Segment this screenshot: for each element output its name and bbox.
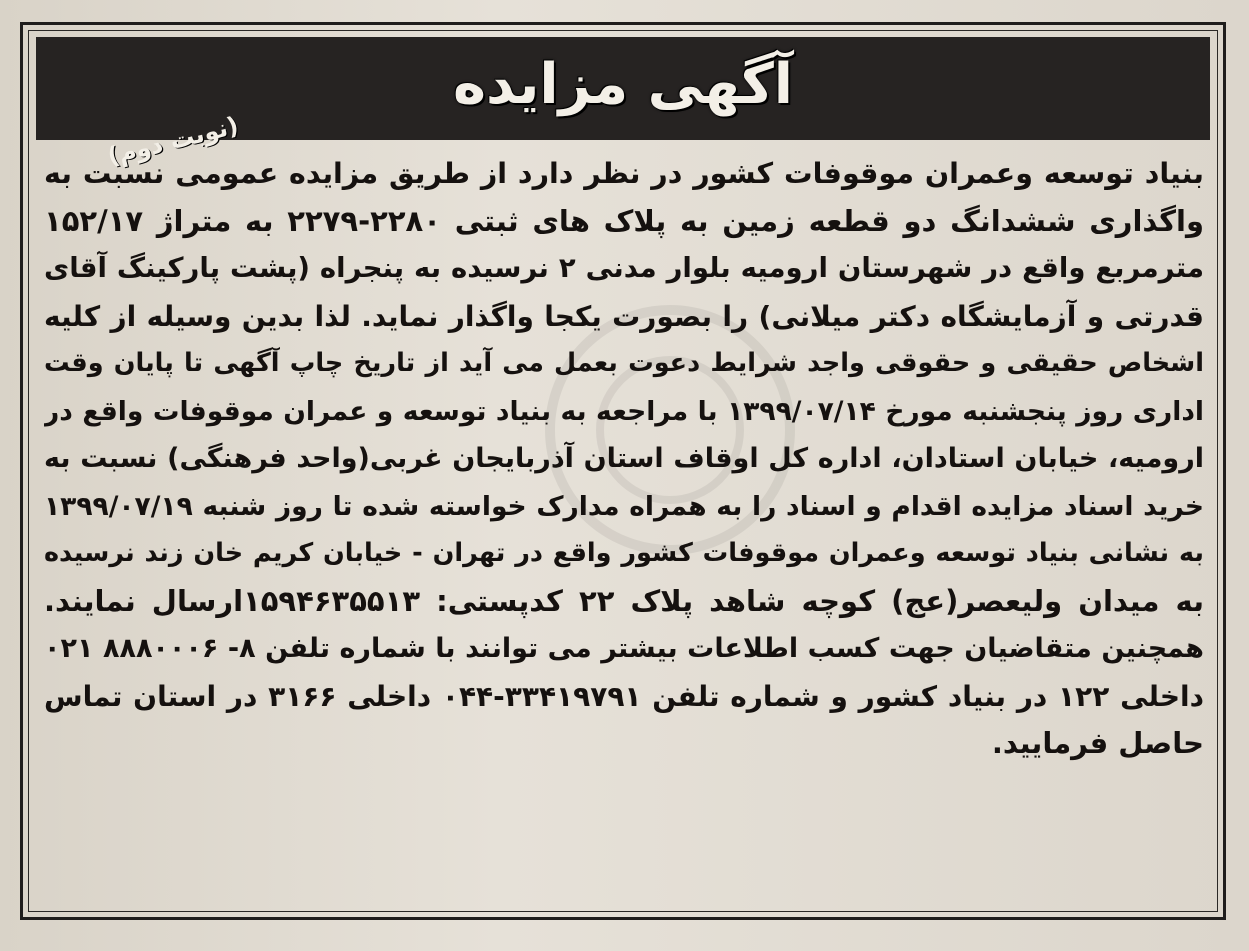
notice-line: اداری روز پنجشنبه مورخ ۱۳۹۹/۰۷/۱۴ با مراجعه به بنیاد توسعه و عمران موقوفات واقع در [44,395,1204,427]
notice-line: به نشانی بنیاد توسعه وعمران موقوفات کشور واقع در تهران - خیابان کریم خان زند نرسیده [44,538,1204,568]
notice-line: مترمربع واقع در شهرستان ارومیه بلوار مدنی ۲ نرسیده به پنجراه (پشت پارکینگ آقای [44,252,1204,284]
notice-title: آگهی مزایده [452,52,794,117]
notice-round-label: (نوبت دوم) [104,111,242,171]
notice-line: به میدان ولیعصر(عج) کوچه شاهد پلاک ۲۲ کدپستی: ۱۵۹۴۶۳۵۵۱۳ارسال نمایند. [44,583,1204,618]
notice-header [36,37,1210,171]
notice-body [44,150,1204,768]
notice-line: همچنین متقاضیان جهت کسب اطلاعات بیشتر می توانند با شماره تلفن ۸- ۸۸۸۰۰۰۶ ۰۲۱ [44,633,1204,664]
notice-line: خرید اسناد مزایده اقدام و اسناد را به همراه مدارک خواسته شده تا روز شنبه ۱۳۹۹/۰۷/۱۹ [44,490,1204,522]
notice-line: واگذاری ششدانگ دو قطعه زمین به پلاک های ثبتی ۲۲۸۰-۲۲۷۹ به متراژ ۱۵۲/۱۷ [44,203,1204,238]
notice-line: حاصل فرمایید. [991,726,1204,760]
notice-line: ارومیه، خیابان استادان، اداره کل اوقاف استان آذربایجان غربی(واحد فرهنگی) نسبت به [44,443,1204,474]
notice-line: قدرتی و آزمایشگاه دکتر میلانی) را بصورت یکجا واگذار نماید. لذا بدین وسیله از کلیه [44,299,1204,333]
notice-line: بنیاد توسعه وعمران موقوفات کشور در نظر دارد از طریق مزایده عمومی نسبت به [44,157,1204,190]
notice-line: اشخاص حقیقی و حقوقی واجد شرایط دعوت بعمل می آید از تاریخ چاپ آگهی تا پایان وقت [44,348,1204,378]
notice-line: داخلی ۱۲۲ در بنیاد کشور و شماره تلفن ۳۳۴۱۹۷۹۱-۰۴۴ داخلی ۳۱۶۶ در استان تماس [44,679,1204,713]
